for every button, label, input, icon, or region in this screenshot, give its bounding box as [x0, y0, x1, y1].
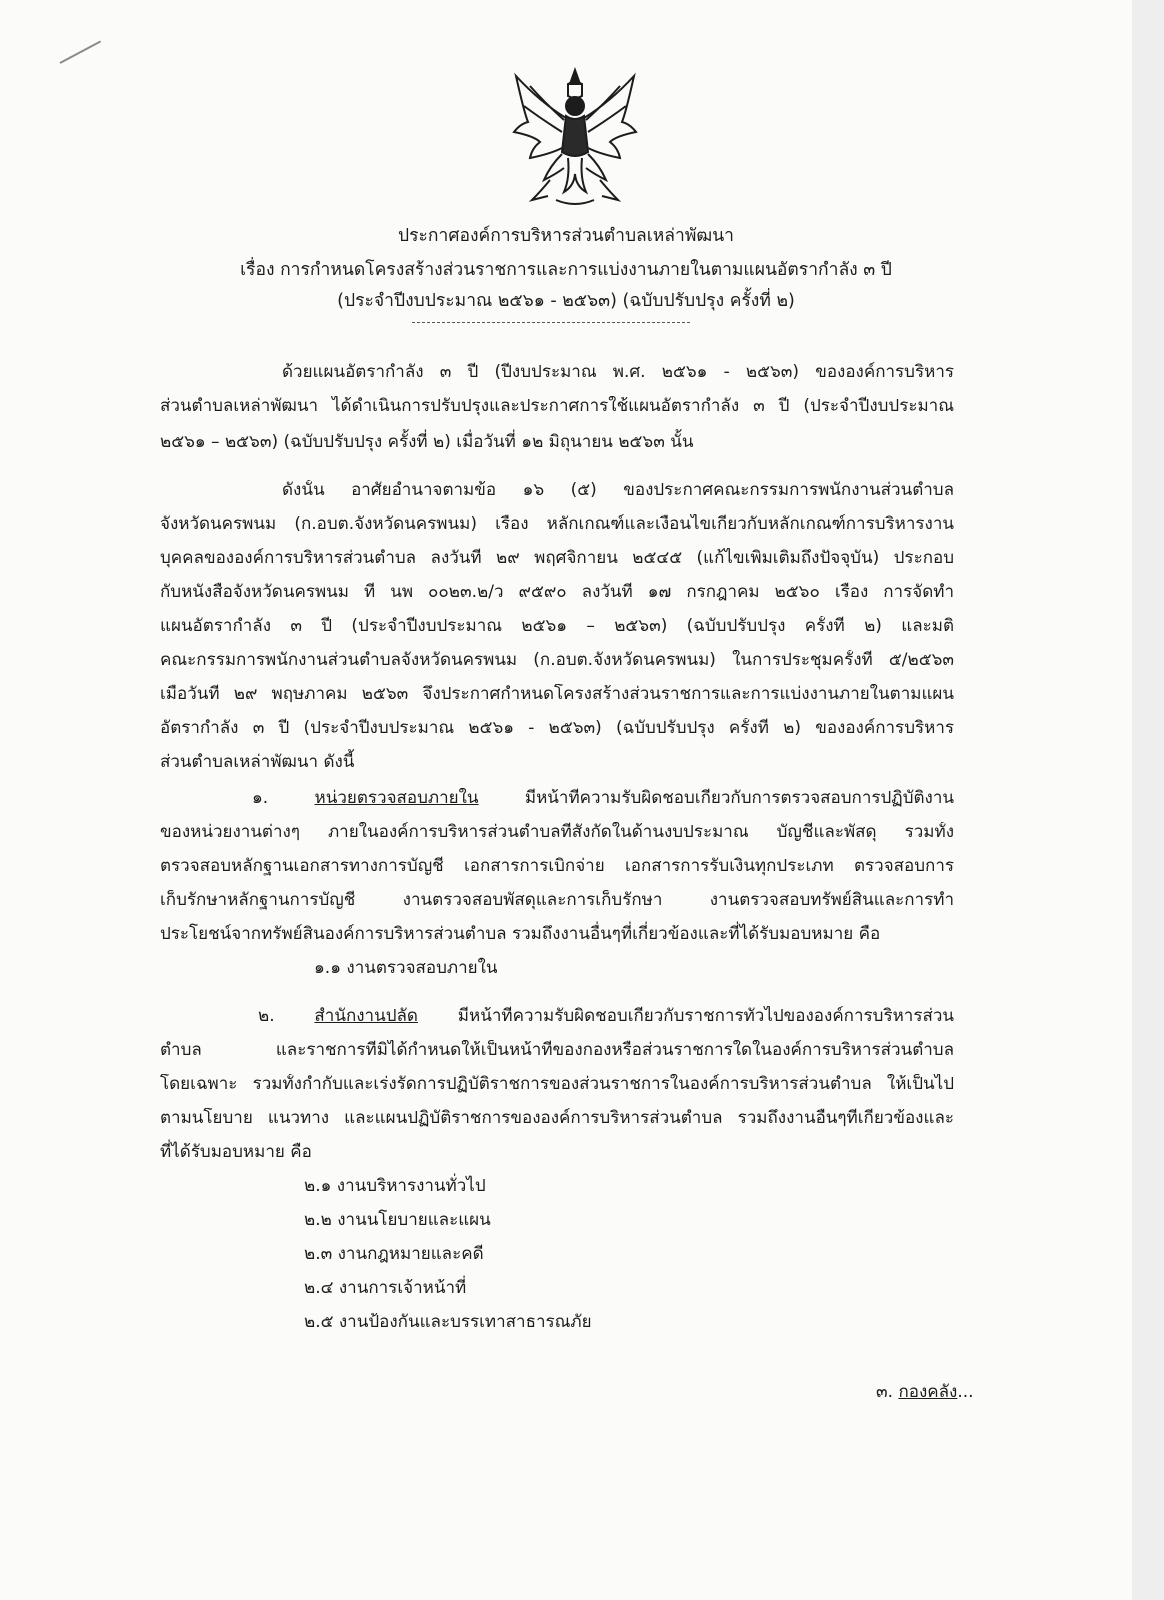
section2-line: ตามนโยบาย แนวทาง และแผนปฏิบัติราชการขององค์การบริหารส่วนตำบล รวมถึงงานอื่นๆที่เกี่ยวข้องและ [160, 1108, 954, 1128]
section1-line: เก็บรักษาหลักฐานการบัญชี งานตรวจสอบพัสดุและการเก็บรักษา งานตรวจสอบทรัพย์สินและการทำ [160, 890, 954, 910]
paragraph2-line: เมื่อวันที่ ๒๙ พฤษภาคม ๒๕๖๓ จึงประกาศกำหนดโครงสร้างส่วนราชการและการแบ่งงานภายในตามแผน [160, 684, 954, 704]
paragraph2-line: บุคคลขององค์การบริหารส่วนตำบล ลงวันที่ ๒๙ พฤศจิกายน ๒๕๔๕ (แก้ไขเพิ่มเติมถึงปัจจุบัน) ประกอบ [160, 548, 954, 568]
section2-first-line: มีหน้าที่ความรับผิดชอบเกี่ยวกับราชการทั่วไปขององค์การบริหารส่วน [457, 1006, 954, 1026]
continuation-ellipsis: ... [957, 1382, 974, 1402]
section2-number: ๒. [258, 1006, 275, 1026]
announcement-subject: เรื่อง การกำหนดโครงสร้างส่วนราชการและการแบ่งงานภายในตามแผนอัตรากำลัง ๓ ปี [240, 260, 892, 280]
paragraph1-line: ด้วยแผนอัตรากำลัง ๓ ปี (ปีงบประมาณ พ.ศ. ๒๕๖๑ - ๒๕๖๓) ขององค์การบริหาร [282, 362, 954, 382]
paragraph2-line: อัตรากำลัง ๓ ปี (ประจำปีงบประมาณ ๒๕๖๑ - ๒๕๖๓) (ฉบับปรับปรุง ครั้งที่ ๒) ขององค์การบริหาร [160, 718, 954, 738]
section2-item: ๒.๑ งานบริหารงานทั่วไป [304, 1176, 486, 1196]
page-continuation [876, 1382, 974, 1402]
paragraph2-line: แผนอัตรากำลัง ๓ ปี (ประจำปีงบประมาณ ๒๕๖๑ – ๒๕๖๓) (ฉบับปรับปรุง ครั้งที่ ๒) และมติ [160, 616, 954, 636]
scan-edge [1132, 0, 1164, 1600]
section2-heading [258, 1006, 954, 1026]
section1-first-line: มีหน้าที่ความรับผิดชอบเกี่ยวกับการตรวจสอบการปฏิบัติงาน [524, 788, 954, 808]
paragraph2-line: ส่วนตำบลเหล่าพัฒนา ดังนี้ [160, 752, 355, 772]
announcement-fiscal-period: (ประจำปีงบประมาณ ๒๕๖๑ - ๒๕๖๓) (ฉบับปรับปรุง ครั้งที่ ๒) [337, 291, 795, 311]
paragraph1-line: ๒๕๖๑ – ๒๕๖๓) (ฉบับปรับปรุง ครั้งที่ ๒) เมื่อวันที่ ๑๒ มิถุนายน ๒๕๖๓ นั้น [160, 432, 694, 452]
section2-item: ๒.๓ งานกฎหมายและคดี [304, 1244, 484, 1264]
section2-line: โดยเฉพาะ รวมทั้งกำกับและเร่งรัดการปฏิบัติราชการของส่วนราชการในองค์การบริหารส่วนตำบล ให้เป็นไป [160, 1074, 954, 1094]
section2-title: สำนักงานปลัด [314, 1006, 418, 1026]
section1-title: หน่วยตรวจสอบภายใน [314, 788, 479, 808]
section1-heading [252, 788, 954, 808]
section2-item: ๒.๒ งานนโยบายและแผน [304, 1210, 491, 1230]
announcement-title: ประกาศองค์การบริหารส่วนตำบลเหล่าพัฒนา [398, 226, 734, 246]
paragraph1-line: ส่วนตำบลเหล่าพัฒนา ได้ดำเนินการปรับปรุงและประกาศการใช้แผนอัตรากำลัง ๓ ปี (ประจำปีงบประมาณ [160, 396, 954, 416]
paragraph2-line: คณะกรรมการพนักงานส่วนตำบลจังหวัดนครพนม (ก.อบต.จังหวัดนครพนม) ในการประชุมครั้งที่ ๕/๒๕๖๓ [160, 650, 954, 670]
section1-number: ๑. [252, 788, 269, 808]
section1-line: ตรวจสอบหลักฐานเอกสารทางการบัญชี เอกสารการเบิกจ่าย เอกสารการรับเงินทุกประเภท ตรวจสอบการ [160, 856, 954, 876]
section2-item: ๒.๕ งานป้องกันและบรรเทาสาธารณภัย [304, 1312, 592, 1332]
dashed-separator [412, 322, 690, 323]
section2-item: ๒.๔ งานการเจ้าหน้าที่ [304, 1278, 467, 1298]
paragraph2-line: จังหวัดนครพนม (ก.อบต.จังหวัดนครพนม) เรื่อง หลักเกณฑ์และเงื่อนไขเกี่ยวกับหลักเกณฑ์การบริหารงาน [160, 514, 954, 534]
continuation-number: ๓. [876, 1382, 894, 1402]
continuation-label: กองคลัง [898, 1382, 958, 1402]
garuda-emblem-icon [510, 62, 640, 212]
section2-line: ตำบล และราชการที่มิได้กำหนดให้เป็นหน้าที่ของกองหรือส่วนราชการใดในองค์การบริหารส่วนตำบล [160, 1040, 954, 1060]
section1-line: ของหน่วยงานต่างๆ ภายในองค์การบริหารส่วนตำบลที่สังกัดในด้านงบประมาณ บัญชีและพัสดุ รวมทั้ง [160, 822, 954, 842]
section2-line: ที่ได้รับมอบหมาย คือ [160, 1142, 312, 1162]
section1-line: ประโยชน์จากทรัพย์สินองค์การบริหารส่วนตำบล รวมถึงงานอื่นๆที่เกี่ยวข้องและที่ได้รับมอบหมาย คือ [160, 924, 881, 944]
paragraph2-line: ดังนั้น อาศัยอำนาจตามข้อ ๑๖ (๕) ของประกาศคณะกรรมการพนักงานส่วนตำบล [282, 480, 954, 500]
section1-item: ๑.๑ งานตรวจสอบภายใน [314, 958, 498, 978]
paragraph2-line: กับหนังสือจังหวัดนครพนม ที่ นพ ๐๐๒๓.๒/ว ๙๕๙๐ ลงวันที่ ๑๗ กรกฎาคม ๒๕๖๐ เรื่อง การจัดทำ [160, 582, 954, 602]
